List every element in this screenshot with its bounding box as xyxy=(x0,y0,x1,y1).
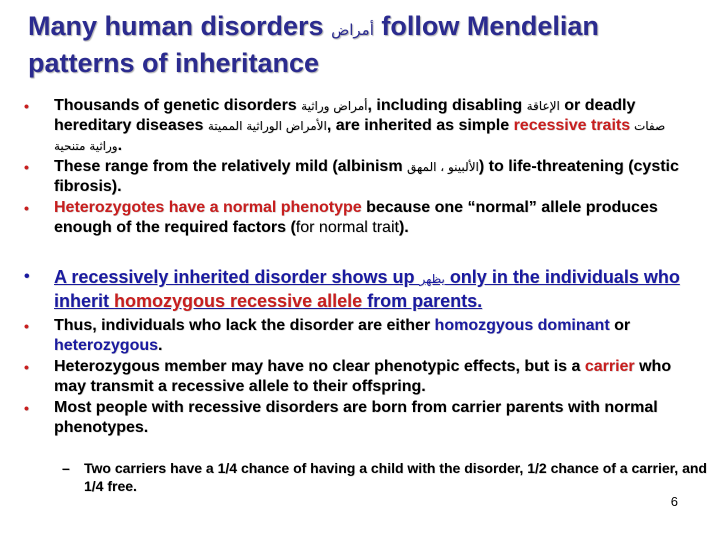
highlight-text: Heterozygotes have a normal phenotype xyxy=(54,199,362,216)
bullet-item xyxy=(24,316,694,356)
bullet-icon: • xyxy=(24,318,29,334)
highlight-text: homozygous recessive allele xyxy=(114,291,363,311)
bullet-item xyxy=(24,357,694,397)
bullet-text: Thousands of genetic disorders xyxy=(54,97,302,114)
sub-bullet-text: Two carriers have a 1/4 chance of having a child with the disorder, 1/2 chance of a carrier, and 1/4 free. xyxy=(84,460,707,494)
bullet-text: or deadly hereditary diseases xyxy=(54,97,636,134)
bullet-text: from parents. xyxy=(362,291,483,311)
bullet-text: only in the individuals who inherit xyxy=(54,267,680,311)
arabic-text: يظهر xyxy=(419,272,445,286)
highlight-text: homozgyous dominant xyxy=(434,317,610,334)
bullet-item xyxy=(24,398,694,438)
bullet-icon: • xyxy=(24,200,29,216)
sub-bullet xyxy=(62,459,720,495)
slide-title xyxy=(28,10,708,80)
bullet-text: because one “normal” allele produces enough of the required factors ( xyxy=(54,199,658,236)
title-text-2: follow Mendelian patterns of inheritance xyxy=(28,11,599,78)
bullet-item xyxy=(24,96,694,156)
bullet-icon: • xyxy=(24,359,29,375)
bullet-item xyxy=(24,266,694,312)
bullet-icon: • xyxy=(24,268,30,285)
bullet-text: or xyxy=(609,317,631,334)
bullet-text: ). xyxy=(398,219,409,236)
bullet-text: Heterozygous member may have no clear phenotypic effects, but is a xyxy=(54,358,585,375)
highlight-text: carrier xyxy=(584,358,635,375)
bullet-icon: • xyxy=(24,159,29,175)
bullet-item xyxy=(24,157,694,197)
bullet-text: , are inherited as simple xyxy=(326,117,514,134)
bullet-text: , including disabling xyxy=(367,97,527,114)
highlight-text: heterozygous xyxy=(54,337,159,354)
bullet-text: Thus, individuals who lack the disorder are either xyxy=(54,317,435,334)
highlight-text: recessive traits xyxy=(513,117,631,134)
bullet-list-1 xyxy=(24,96,694,239)
bullet-text: These range from the relatively mild (albinism xyxy=(54,158,407,175)
page-number: 6 xyxy=(670,494,678,509)
bullet-item xyxy=(24,198,694,238)
arabic-text: الألبينو ، المهق xyxy=(407,160,479,174)
dash-icon: – xyxy=(62,460,70,476)
arabic-text: الإعاقة xyxy=(526,99,560,113)
bullet-text: Most people with recessive disorders are born from carrier parents with normal phenotypes. xyxy=(54,399,658,436)
bullet-text: ) to life-threatening (cystic fibrosis). xyxy=(54,158,679,195)
bullet-text: . xyxy=(117,137,123,154)
bullet-list-3 xyxy=(24,316,694,439)
bullet-list-2 xyxy=(24,266,694,312)
bullet-text: . xyxy=(158,337,163,354)
bullet-text: for normal trait xyxy=(295,219,399,236)
title-arabic: أمراض xyxy=(331,21,374,39)
bullet-icon: • xyxy=(24,98,29,114)
bullet-text: who may transmit a recessive allele to their offspring. xyxy=(54,358,672,395)
arabic-text: الأمراض الوراثية المميتة xyxy=(207,119,327,133)
bullet-text: A recessively inherited disorder shows up xyxy=(54,267,420,287)
arabic-text: أمراض وراثية xyxy=(301,99,368,113)
arabic-text: صفات وراثية متنحية xyxy=(54,119,666,153)
title-text-1: Many human disorders xyxy=(28,11,332,41)
bullet-icon: • xyxy=(24,400,29,416)
